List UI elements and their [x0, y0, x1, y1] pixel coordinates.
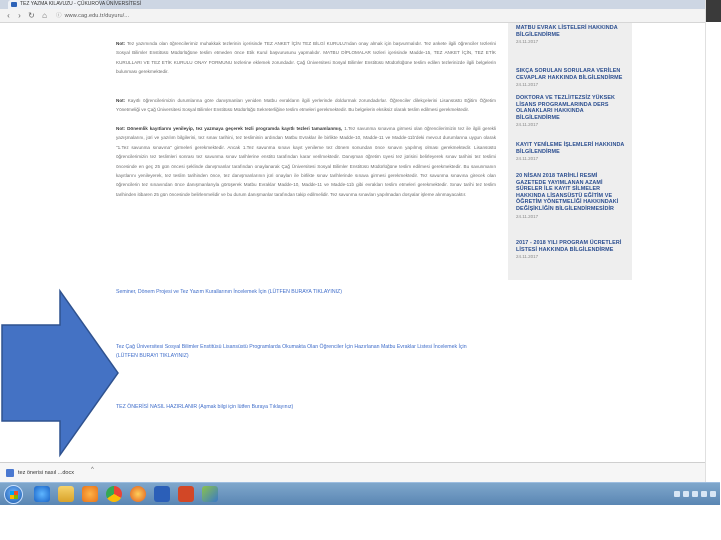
address-bar	[0, 9, 720, 23]
windows-taskbar	[0, 482, 720, 505]
matbu-forms-link[interactable]: Tez Çağ Üniversitesi Sosyal Bilimler Enstitüsü Lisansüstü Programlarda Okumakta Olan Öğrenciler İçin Hazırlanan Matbu Evraklar Listesi İncelemek İçin	[116, 344, 467, 350]
news-date: 24.11.2017	[516, 156, 539, 162]
start-button[interactable]	[4, 485, 23, 504]
notice-lead: Not: Dönemlik kayıtlarını yenileyip, tez yazmaya geçerek tezli programda kayıtlı tezleri tamamlanmış,	[116, 126, 343, 131]
windows-logo-icon	[10, 491, 18, 499]
news-item[interactable]	[516, 142, 626, 162]
thesis-proposal-link[interactable]: TEZ ÖNERİSİ NASIL HAZIRLANIR (Aşmak bilgi için lütfen Buraya Tıklayınız)	[116, 404, 294, 410]
news-title[interactable]: KAYIT YENİLEME İŞLEMLERİ HAKKINDA BİLGİLENDİRME	[516, 142, 625, 155]
matbu-forms-click-link[interactable]: (LÜTFEN BURAYI TIKLAYINIZ)	[116, 353, 189, 359]
notice-lead: Not:	[116, 41, 126, 46]
download-options-icon[interactable]: ^	[91, 467, 94, 473]
paint-icon[interactable]	[202, 486, 218, 502]
article-content	[104, 23, 508, 280]
tray-icon[interactable]	[692, 491, 698, 497]
tray-icon[interactable]	[674, 491, 680, 497]
home-icon[interactable]: ⌂	[42, 11, 47, 20]
seminar-rules-link[interactable]: Seminer, Dönem Projesi ve Tez Yazım Kurallarının İncelemek İçin (LÜTFEN BURAYA TIKLAYINIZ)	[116, 289, 342, 295]
notice-paragraph-1	[116, 39, 496, 89]
news-item[interactable]	[516, 240, 626, 260]
downloaded-file[interactable]	[6, 467, 74, 479]
news-item[interactable]	[516, 95, 626, 128]
tab-favicon-icon	[11, 2, 17, 7]
download-bar	[0, 462, 720, 482]
adjacent-window-titlebar	[706, 0, 721, 22]
info-icon: ⓘ	[56, 13, 62, 19]
news-title[interactable]: DOKTORA VE TEZLİ/TEZSİZ YÜKSEK LİSANS PROGRAMLARINDA DERS OLANAKLARI HAKKINDA BİLGİLENDİRME	[516, 95, 616, 121]
firefox-icon[interactable]	[130, 486, 146, 502]
news-title[interactable]: MATBU EVRAK LİSTELERİ HAKKINDA BİLGİLENDİRME	[516, 25, 618, 38]
word-icon[interactable]	[154, 486, 170, 502]
powerpoint-icon[interactable]	[178, 486, 194, 502]
news-date: 24.11.2017	[516, 213, 539, 219]
browser-tab-strip	[0, 0, 720, 9]
url-field[interactable]	[56, 11, 506, 21]
forward-icon[interactable]: ›	[18, 11, 21, 20]
notice-text: Kayıtlı öğrencilerimizin durumlarına göre danışmanları yeniden Matbu evrakların ilgili yerlerinde doldurmak zorundadırlar. Öğrenciler dilekçelerini Lisansüstü Eğitim Öğretim Yönetmeliği ve Çağ Üniversitesi Sosyal Bilimler Enstitüsü Müdürlüğü Sekreterliğine teslim etmeleri gerekmektedir. Bu belgelerin eksiksiz olarak teslim edilmesi gerekmektedir.	[116, 98, 496, 113]
notice-text: Tez yazımında olan öğrencilerimiz muhakkak tezlerinin içerisinde TEZ ANKET İÇİN TEZ BİLGİ KURULU'ndan onay almak için başvurmalıdır. Tez ankete ilgili öğrenciler tezlerini Sosyal Bilimler Enstitüsü Müdürlüğüne teslim etmeden önce Etik Kurul başvurusunu yapmalıdır. MATBU DİPLOMALAR tezleri içerisinde Madde-15, TEZ ANKET İÇİN, TEZ ETİK KURULLARI VE TEZ ETİK KURULU ONAY FORMUNU tezlerine eklemek zorundadır. Çağ Üniversitesi Sosyal Bilimler Enstitüsü Müdürlüğüne teslim edilen tezlerinizde ilgili belgelerin bulunması gerekmektedir.	[116, 41, 496, 75]
ie-icon[interactable]	[34, 486, 50, 502]
browser-tab[interactable]	[8, 0, 142, 9]
folder-icon[interactable]	[58, 486, 74, 502]
adjacent-window-edge	[705, 0, 720, 482]
chrome-icon[interactable]	[106, 486, 122, 502]
url-text: www.cag.edu.tr/duyuru/...	[64, 13, 130, 19]
notice-text: 1.Tez savunma sınavına girmesi olan öğrencilerimizin tez ile ilgili gerekli yazışmalarını, jüri ve yazılım bilgilerini, tez sınav tarihini, tez tesliminin ardından Matbu Evraklar ile birlikte Madde-10, Madde-11 ve Madde-11b'deki mevcut durumlarına uygun olarak "1.Tez savunma sınavına" girmeleri gerekmektedir. Ancak 1.Tez savunma sınavı kayıt yenileme tez dönem sonundan önce sınavın yapılmış olması gerekmektedir. Lisansüstü öğrencilerimizin tez teslimleri sonrası tez savunma sınav tarihlerine enstitü tarafından karar verilmektedir. Danışman öğretim üyesi tez jürisini belirleyerek sınav tarihini tez teslimi öncesinde en geç 25 gün öncesi şeklinde danışmanlar tarafından onaylanarak Çağ Üniversitesi Sosyal Bilimler Enstitüsü Müdürlüğüne teslim edilmesi gerekmektedir. Bu savunmanın kayıtlarını yenileyerek, tez teslim tarihinden önce, tez danışmanlarının jüri onayları ile birlikte sınav tarihlerinde sınava girmesi gerekmektedir. Tez savunma sınavına girecek olan öğrencilerin tez sınavından önce danışmanlarıyla görüşerek Matbu Evraklar Madde-10, Madde-11 ve Madde-11b gibi evrakları teslim etmeleri gerekmektedir. Sınav tarihi tez teslim tarihinden itibaren 25 gün öncesinde belirlenmelidir ve bu durum danışmanlar tarafından takip edilmelidir. Tez savunma sınavları yapılmadan dosyalar işleme alınmayacaktır.	[116, 126, 496, 197]
volume-icon[interactable]	[701, 491, 707, 497]
news-title[interactable]: 2017 - 2018 YILI PROGRAM ÜCRETLERİ LİSTESİ HAKKINDA BİLGİLENDİRME	[516, 240, 622, 253]
system-tray	[632, 485, 716, 504]
news-date: 24.11.2017	[516, 122, 539, 128]
downloaded-file-name: tez önerisi nasıl ...docx	[18, 470, 74, 476]
news-item[interactable]	[516, 25, 626, 45]
tray-icon[interactable]	[683, 491, 689, 497]
news-title[interactable]: 20 NİSAN 2018 TARİHLİ RESMİ GAZETEDE YAYIMLANAN AZAMİ SÜRELER İLE KAYIT SİLMELER HAKKINDA LİSANSÜSTÜ EĞİTİM VE ÖĞRETİM YÖNETMELİĞİ HAKKINDAKİ DEĞİŞİKLİĞİN BİLGİLENDİRMESİDİR	[516, 173, 619, 212]
word-file-icon	[6, 469, 14, 477]
notice-paragraph-3	[116, 124, 496, 284]
right-arrow-icon	[0, 287, 122, 459]
news-date: 24.11.2017	[516, 39, 539, 45]
news-item[interactable]	[516, 173, 626, 220]
news-title[interactable]: SIKÇA SORULAN SORULARA VERİLEN CEVAPLAR HAKKINDA BİLGİLENDİRME	[516, 68, 623, 81]
news-item[interactable]	[516, 68, 626, 88]
reload-icon[interactable]: ↻	[28, 11, 35, 20]
tab-title: TEZ YAZMA KILAVUZU - ÇÜKUROVA ÜNİVERSİTESİ	[20, 1, 142, 7]
news-sidebar	[508, 23, 632, 280]
news-date: 24.11.2017	[516, 254, 539, 260]
back-icon[interactable]: ‹	[7, 11, 10, 20]
news-date: 24.11.2017	[516, 82, 539, 88]
network-icon[interactable]	[710, 491, 716, 497]
media-player-icon[interactable]	[82, 486, 98, 502]
notice-lead: Not:	[116, 98, 126, 103]
